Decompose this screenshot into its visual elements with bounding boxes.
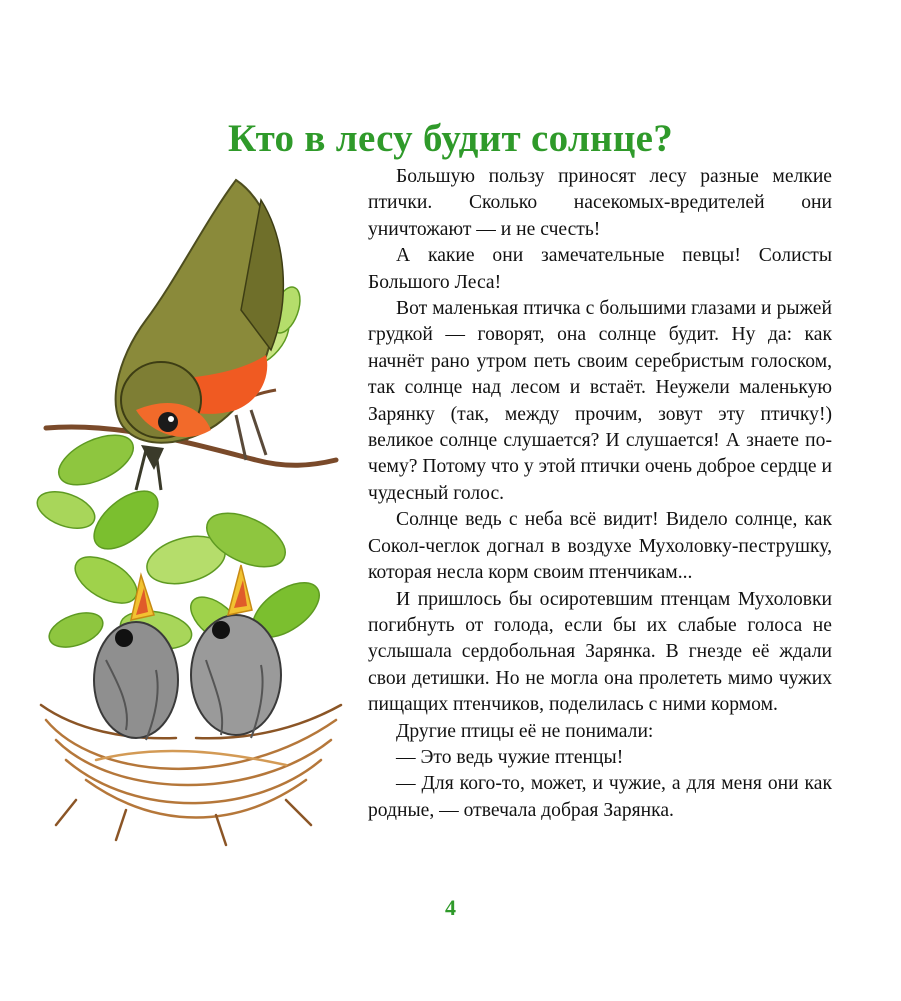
- paragraph-6: Другие птицы её не понимали:: [396, 720, 654, 742]
- page-number: 4: [445, 895, 456, 920]
- dialogue-line-1: — Это ведь чужие птенцы!: [396, 746, 624, 768]
- robin-and-nestlings-illustration: [36, 160, 356, 860]
- paragraph-4: Солнце ведь с неба всё видит! Видело солнце, как Сокол-чеглок догнал в воздухе Мухоловку-пеструшку, которая несла корм своим птенчикам...: [368, 509, 832, 584]
- paragraph-1: Большую пользу приносят лесу разные мелкие птички. Сколько насекомых-вредителей они уничтожают — и не счесть!: [368, 166, 832, 240]
- nest: [41, 705, 341, 845]
- dialogue-line-2: — Для кого-то, может, и чужие, а для меня они как родные, — отвечала добрая Зарянка.: [368, 773, 832, 821]
- story-text: [368, 164, 832, 824]
- paragraph-5: И пришлось бы осиротевшим птенцам Мухоловки погибнуть от голода, если бы их слабые голоса не услышала сердобольная Зарянка. В гнезде её ждали свои детишки. Но не могла она пролететь мимо чужих пищащих птенчиков, поделилась с ними кормом.: [368, 588, 832, 716]
- page-title: Кто в лесу будит солнце?: [227, 117, 674, 161]
- paragraph-2: А какие они замечательные певцы! Солисты Большого Леса!: [368, 245, 832, 293]
- paragraph-3: Вот маленькая птичка с большими глазами и рыжей грудкой — говорят, она солнце будит. Ну да: как начнёт рано утром петь своим серебристым голоском, так солнце над лесом и встаёт. Неужели маленькую Зарянку (так, между прочим, зовут эту птичку!) великое солнце слушается? И слушается! А знаете почему? Потому что у этой птички очень доброе сердце и чудесный голос.: [368, 298, 832, 504]
